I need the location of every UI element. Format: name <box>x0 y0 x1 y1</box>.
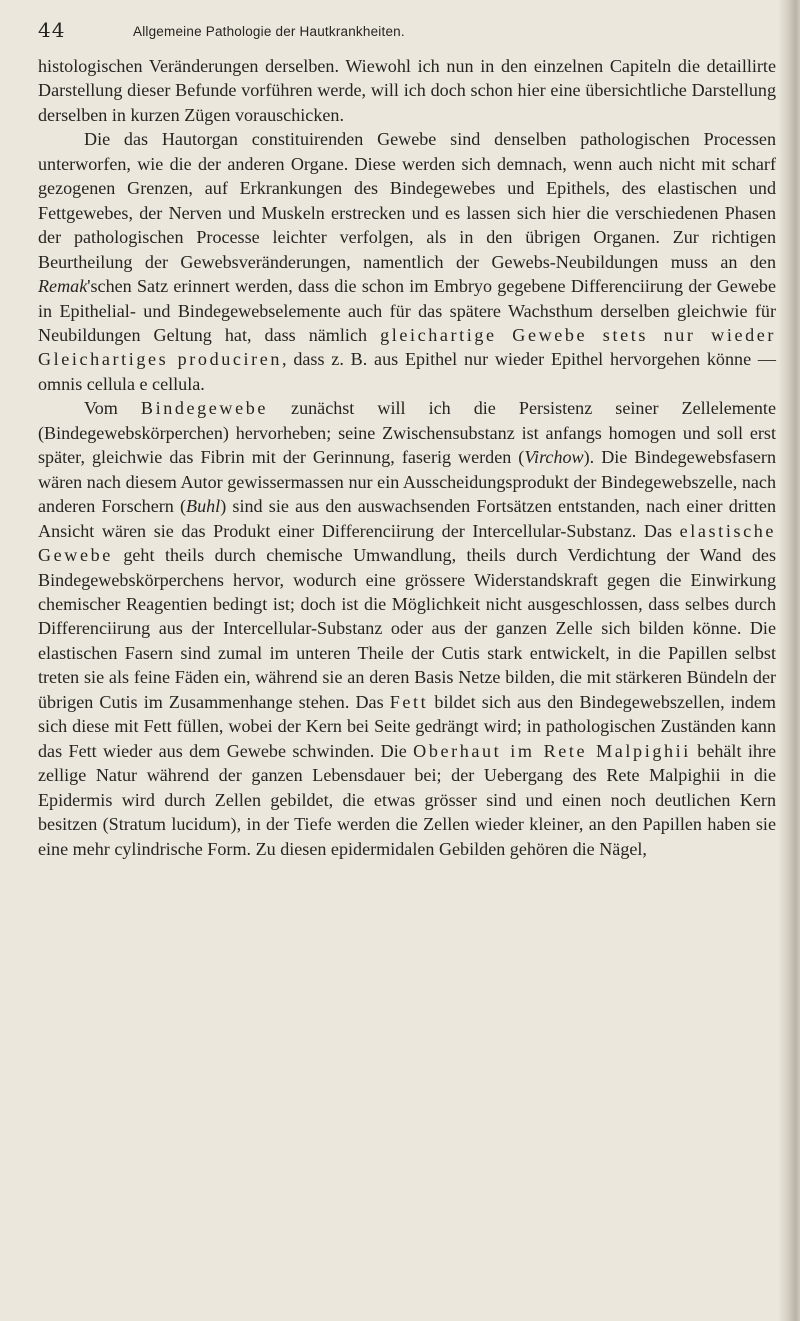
author-name-remak: Remak <box>38 276 88 297</box>
running-title: Allgemeine Pathologie der Hautkrankheiten. <box>133 24 405 39</box>
paragraph <box>38 396 776 861</box>
spaced-emphasis: Fett <box>389 691 429 712</box>
spaced-emphasis: gleichartige Gewebe stets nur wieder Gleichartiges produciren <box>38 324 776 370</box>
text-run: bildet sich aus den Bindegewebszellen, indem sich diese mit Fett füllen, wobei der Kern bei Seite gedrängt wird; in pathologischen Zuständen kann das Fett wieder aus dem Gewebe schwinden. Die <box>38 691 776 761</box>
text-run: zunächst will ich die Persistenz seiner Zellelemente (Bindegewebskörperchen) hervorheben; seine Zwischensubstanz ist anfangs homogen und soll erst später, gleichwie das Fibrin mit der Gerinnung, faserig werden ( <box>38 398 776 468</box>
author-name-virchow: Virchow <box>524 447 584 468</box>
text-run: Die das Hautorgan constituirenden Gewebe sind denselben pathologischen Processen unterworfen, wie die der anderen Organe. Diese werden sich demnach, wenn auch nicht mit scharf gezogenen Grenzen, auf Erkrankungen des Bindegewebes und Epithels, des elastischen und Fettgewebes, der Nerven und Muskeln erstrecken und es lassen sich hier die verschiedenen Phasen der pathologischen Processe leichter verfolgen, als in den übrigen Organen. Zur richtigen Beurtheilung der Gewebsveränderungen, namentlich der Gewebs-Neubildungen muss an den <box>38 129 776 272</box>
text-run: ). Die Bindegewebsfasern wären nach diesem Autor gewissermassen nur ein Ausscheidungsprodukt der Bindegewebszelle, nach anderen Forschern ( <box>38 447 776 517</box>
page-header <box>38 18 740 44</box>
text-run: 'schen Satz erinnert werden, dass die schon im Embryo gegebene Differenciirung der Gewebe in Epithelial- und Bindegewebselemente auch für das spätere Wachsthum derselben gleichwie für Neubildungen Geltung hat, dass nämlich <box>38 276 776 345</box>
spaced-emphasis: Oberhaut im Rete Malpighii <box>413 740 691 761</box>
paragraph <box>38 54 776 127</box>
text-run: Vom <box>84 398 141 419</box>
author-name-buhl: Buhl <box>186 496 221 517</box>
paragraph <box>38 127 776 396</box>
text-run: , dass z. B. aus Epithel nur wieder Epithel hervorgehen könne — omnis cellula e cellula. <box>38 349 776 394</box>
page-edge-shadow <box>778 0 800 1321</box>
text-run: histologischen Veränderungen derselben. Wiewohl ich nun in den einzelnen Capiteln die detaillirte Darstellung dieser Befunde vorführen werde, will ich doch schon hier eine übersichtliche Darstellung derselben in kurzen Zügen vorauschicken. <box>38 56 776 125</box>
spaced-emphasis: elastische Gewebe <box>38 520 776 566</box>
text-run: geht theils durch chemische Umwandlung, theils durch Verdichtung der Wand des Bindegewebskörperchens hervor, wodurch eine grössere Widerstandskraft gegen die Einwirkung chemischer Reagentien bedingt ist; doch ist die Möglichkeit nicht ausgeschlossen, dass selbes durch Differenciirung aus der Intercellular-Substanz oder aus der ganzen Zelle sich bilden könne. Die elastischen Fasern sind zumal im unteren Theile der Cutis stark entwickelt, in die Papillen selbst treten sie als feine Fäden ein, während sie an deren Basis Netze bilden, die mit stärkeren Bündeln der übrigen Cutis im Zusammenhange stehen. Das <box>38 545 776 712</box>
body-text <box>38 54 776 861</box>
text-run: ) sind sie aus den auswachsenden Fortsätzen entstanden, nach einer dritten Ansicht wären sie das Produkt einer Differenciirung der Intercellular-Substanz. Das <box>38 496 776 541</box>
page-number: 44 <box>38 18 66 42</box>
spaced-emphasis: Bindegewebe <box>140 398 268 419</box>
text-run: behält ihre zellige Natur während der ganzen Lebensdauer bei; der Uebergang des Rete Malpighii in die Epidermis wird durch Zellen gebildet, die etwas grösser sind und einen noch deutlichen Kern besitzen (Stratum lucidum), in der Tiefe werden die Zellen wieder kleiner, an den Papillen haben sie eine mehr cylindrische Form. Zu diesen epidermidalen Gebilden gehören die Nägel, <box>38 740 777 859</box>
